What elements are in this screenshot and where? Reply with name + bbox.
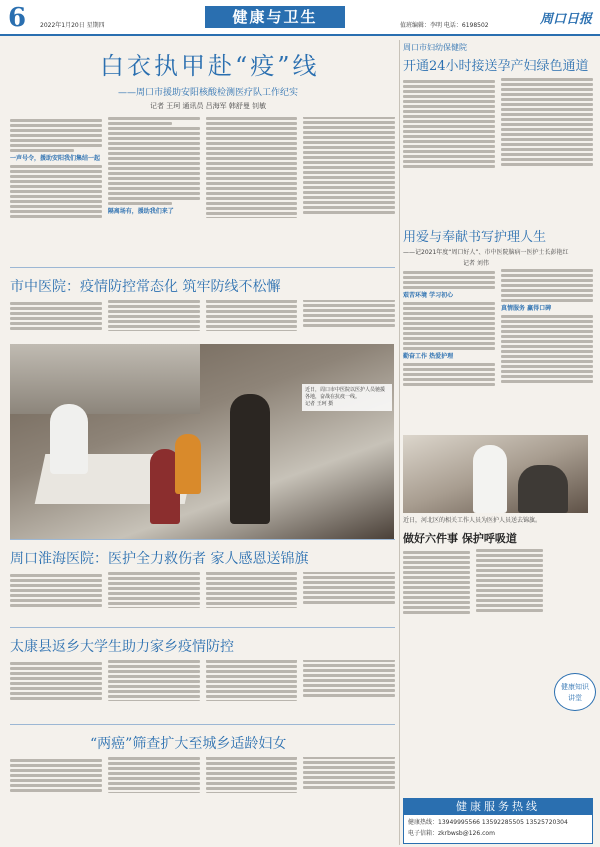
health-hotline-box [403, 798, 593, 844]
article3-title: 周口淮海医院：医护全力救伤者 家人感恩送锦旗 [10, 551, 309, 567]
section-name: 健康与卫生 [205, 6, 345, 28]
lead-subhead-1: 一声号令，援助安阳我们集结一起 [10, 155, 101, 162]
article2-photo [10, 344, 394, 539]
page-number: 6 [8, 3, 27, 33]
hotline-phones: 健康热线：13949995566 13592285505 13525720304 [408, 819, 568, 826]
article2-title: 市中医院：疫情防控常态化 筑牢防线不松懈 [10, 279, 281, 295]
editor-info: 值班编辑：李明 电话：6198502 [400, 22, 489, 29]
article3-header [10, 539, 395, 568]
article2-header [10, 267, 395, 296]
right2-photo-caption: 近日，河北区的相关工作人员为医护人员送去锦旗。 [403, 517, 542, 524]
article5-body [10, 757, 395, 817]
right2-photo [403, 435, 588, 513]
hotline-title: 健康服务热线 [404, 799, 592, 815]
right1-title: 开通24小时接送孕产妇绿色通道 [403, 59, 589, 74]
badge-line-2: 讲堂 [568, 694, 582, 702]
badge-line-1: 健康知识 [561, 683, 589, 691]
right-column [403, 38, 593, 649]
article4-title: 太康县返乡大学生助力家乡疫情防控 [10, 639, 234, 655]
article2-caption-text: 近日，周口市中医院以医护人员驰援各地，奋战在抗疫一线。 [305, 387, 386, 400]
right2-subtitle: ——记2021年度“周口好人”、市中医院脑病一医护士长彭艳红 [403, 249, 569, 256]
lead-title: 白衣执甲赴“疫”线 [100, 52, 320, 80]
issue-date: 2022年1月20日 星期四 [40, 22, 105, 29]
article2-photo-caption [302, 384, 392, 411]
page-header [0, 0, 600, 36]
tips-title: 做好六件事 保护呼吸道 [403, 532, 517, 545]
article2-body [10, 300, 395, 344]
article4-body [10, 660, 395, 724]
masthead-logo: 周口日报 [540, 12, 593, 27]
article4-header [10, 627, 395, 656]
right2-title: 用爱与奉献书写护理人生 [403, 230, 547, 245]
right2-byline: 记者 刘伟 [463, 260, 489, 267]
lead-subhead-2: 隔离场有，援助我们来了 [107, 208, 174, 215]
hotline-email: 电子信箱：zkrbwsb@126.com [408, 830, 495, 837]
article3-body [10, 572, 395, 627]
lead-body [10, 117, 395, 267]
right2-body [403, 269, 593, 429]
article2-caption-credit: 记者 王珂 摄 [305, 401, 334, 407]
right1-kicker: 周口市妇幼保健院 [403, 43, 467, 52]
right2-subhead-2: 勤奋工作 热爱护理 [403, 353, 454, 360]
health-knowledge-badge [554, 673, 596, 711]
column-divider [399, 40, 400, 845]
lead-subtitle: ——周口市援助安阳核酸检测医疗队工作纪实 [118, 88, 299, 98]
tips-body [403, 549, 543, 649]
article5-header [10, 724, 395, 753]
article5-title: “两癌”筛查扩大至城乡适龄妇女 [90, 736, 287, 752]
lead-byline: 记者 王珂 通讯员 吕海军 韩舒曼 钊敏 [150, 102, 267, 110]
right2-subhead-3: 真情服务 赢得口碑 [501, 305, 552, 312]
right2-subhead-1: 艰苦环境 学习初心 [403, 292, 454, 299]
right1-body [403, 78, 593, 220]
left-column [10, 38, 395, 817]
